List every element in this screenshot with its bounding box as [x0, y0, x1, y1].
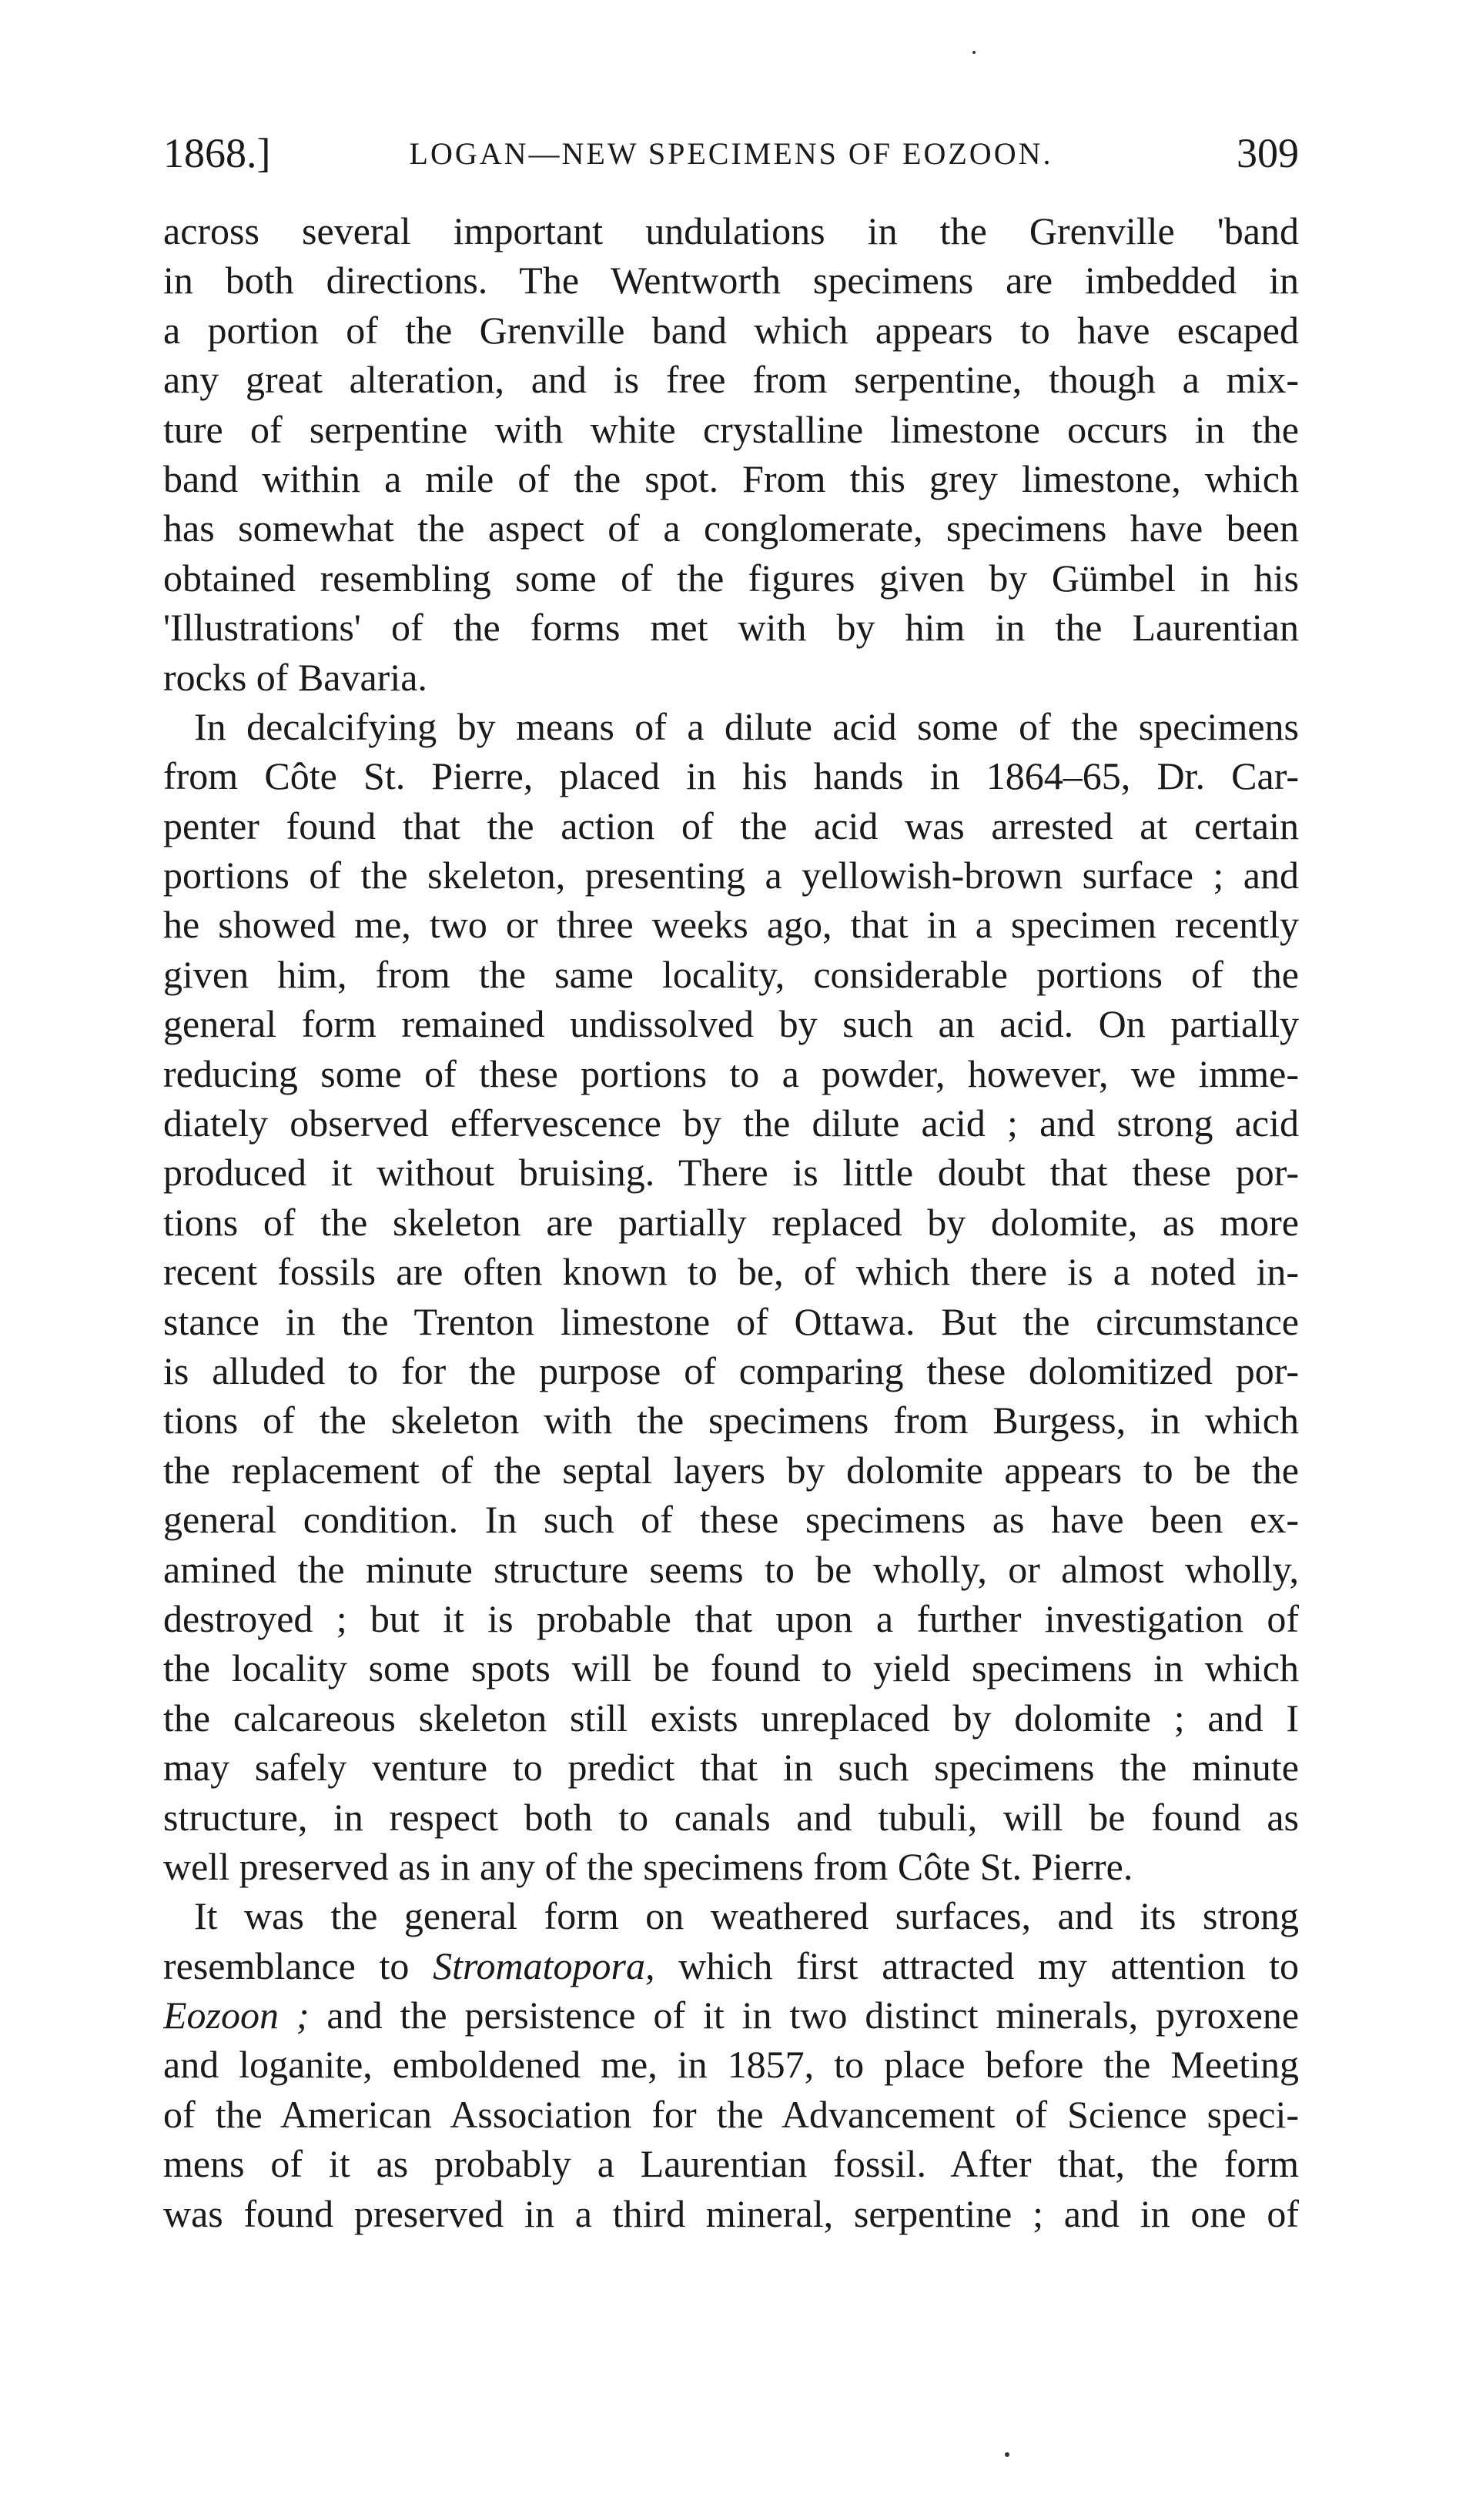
text-line [163, 1941, 1299, 1990]
text-line: he showed me, two or three weeks ago, that in a specimen recently [163, 903, 1299, 947]
text-run: and the persistence of it in two distinct minerals, pyroxene [309, 1994, 1299, 2037]
text-line: band within a mile of the spot. From this grey limestone, which [163, 456, 1299, 500]
running-header [163, 129, 1299, 191]
text-line: diately observed effervescence by the dilute acid ; and strong acid [163, 1101, 1299, 1145]
page-number: 309 [1237, 130, 1299, 176]
text-line: the locality some spots will be found to yield specimens in which [163, 1646, 1299, 1690]
text-line: recent fossils are often known to be, of which there is a noted in- [163, 1250, 1299, 1294]
text-line: It was the general form on weathered surfaces, and its strong [194, 1894, 1299, 1938]
text-line: stance in the Trenton limestone of Ottawa. But the circumstance [163, 1299, 1299, 1343]
text-line: and loganite, emboldened me, in 1857, to place before the Meeting [163, 2043, 1299, 2087]
text-line: of the American Association for the Advancement of Science speci- [163, 2092, 1299, 2136]
text-line: was found preserved in a third mineral, serpentine ; and in one of [163, 2191, 1299, 2235]
text-line: given him, from the same locality, considerable portions of the [163, 952, 1299, 996]
text-line: produced it without bruising. There is little doubt that these por- [163, 1151, 1299, 1195]
text-line: may safely venture to predict that in such specimens the minute [163, 1746, 1299, 1790]
text-line: structure, in respect both to canals and tubuli, will be found as [163, 1795, 1299, 1839]
text-line: 'Illustrations' of the forms met with by him in the Laurentian [163, 606, 1299, 650]
text-run: resemblance to [163, 1943, 433, 1987]
text-line [163, 1990, 1299, 2040]
text-line: the replacement of the septal layers by dolomite appears to be the [163, 1448, 1299, 1492]
text-line: In decalcifying by means of a dilute acid some of the specimens [194, 704, 1299, 748]
speck-mark [972, 51, 976, 54]
text-line: general form remained undissolved by such an acid. On partially [163, 1002, 1299, 1046]
text-line: in both directions. The Wentworth specimens are imbedded in [163, 259, 1299, 302]
text-line: tions of the skeleton with the specimens from Burgess, in which [163, 1399, 1299, 1442]
text-line: amined the minute structure seems to be wholly, or almost wholly, [163, 1547, 1299, 1591]
text-line: penter found that the action of the acid was arrested at certain [163, 804, 1299, 847]
text-line: is alluded to for the purpose of comparing these dolomitized por- [163, 1349, 1299, 1392]
text-line: general condition. In such of these specimens as have been ex- [163, 1498, 1299, 1542]
text-run: which first attracted my attention to [654, 1943, 1299, 1987]
italic-term: Stromatopora, [433, 1943, 655, 1987]
text-line: destroyed ; but it is probable that upon a further investigation of [163, 1596, 1299, 1640]
text-line: rocks of Bavaria. [163, 655, 427, 699]
text-line: any great alteration, and is free from serpentine, though a mix- [163, 358, 1299, 402]
italic-term: Eozoon ; [163, 1994, 310, 2037]
header-year: 1868.] [163, 130, 271, 176]
text-line: obtained resembling some of the figures given by Gümbel in his [163, 556, 1299, 600]
text-line: across several important undulations in the Grenville 'band [163, 209, 1299, 252]
text-line: from Côte St. Pierre, placed in his hands in 1864–65, Dr. Car- [163, 754, 1299, 798]
text-line: reducing some of these portions to a powder, however, we imme- [163, 1051, 1299, 1095]
speck-mark [1005, 2452, 1009, 2457]
running-title: LOGAN—NEW SPECIMENS OF EOZOON. [409, 136, 1053, 171]
text-line: the calcareous skeleton still exists unreplaced by dolomite ; and I [163, 1696, 1299, 1740]
text-line: ture of serpentine with white crystalline limestone occurs in the [163, 407, 1299, 451]
text-line: tions of the skeleton are partially replaced by dolomite, as more [163, 1200, 1299, 1244]
text-line: has somewhat the aspect of a conglomerate, specimens have been [163, 506, 1299, 550]
text-line: portions of the skeleton, presenting a yellowish-brown surface ; and [163, 854, 1299, 897]
text-line: mens of it as probably a Laurentian fossil. After that, the form [163, 2142, 1299, 2186]
body-text [163, 206, 1299, 2238]
text-line: a portion of the Grenville band which appears to have escaped [163, 308, 1299, 352]
text-line: well preserved as in any of the specimens from Côte St. Pierre. [163, 1844, 1133, 1888]
